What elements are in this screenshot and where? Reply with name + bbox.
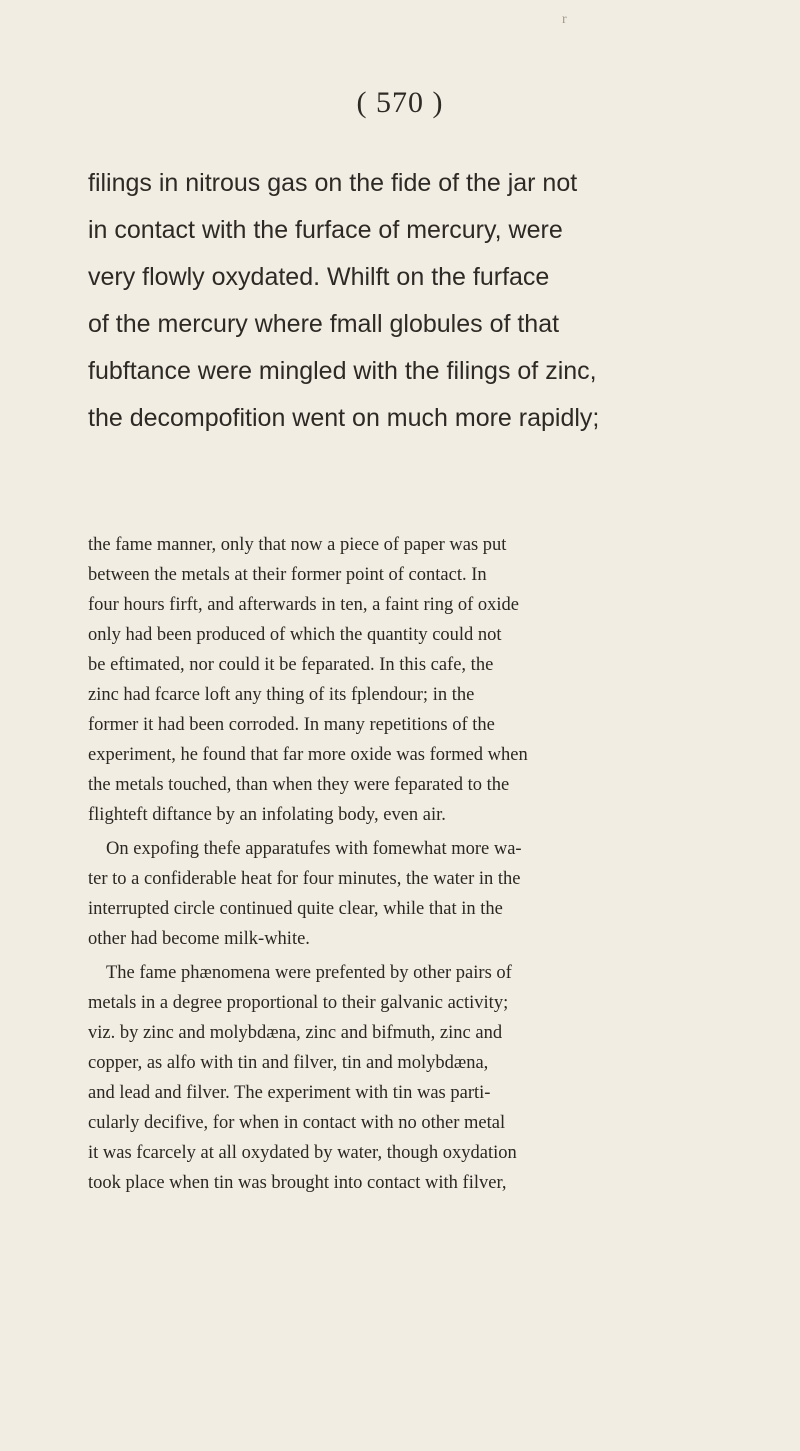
corner-mark: r bbox=[562, 12, 567, 27]
large-text-line: the decompofition went on much more rapidly; bbox=[88, 404, 600, 432]
text-line: copper, as alfo with tin and filver, tin and molybdæna, bbox=[88, 1053, 489, 1073]
paragraph-1 bbox=[88, 530, 738, 830]
page-number: ( 570 ) bbox=[356, 86, 444, 119]
large-text-line: filings in nitrous gas on the fide of the jar not bbox=[88, 169, 578, 197]
text-line: the fame manner, only that now a piece of paper was put bbox=[88, 535, 507, 555]
text-line: four hours firft, and afterwards in ten, a faint ring of oxide bbox=[88, 595, 520, 615]
text-line: other had become milk-white. bbox=[88, 929, 310, 949]
text-line: ter to a confiderable heat for four minutes, the water in the bbox=[88, 869, 521, 889]
text-line: interrupted circle continued quite clear, while that in the bbox=[88, 899, 503, 919]
text-line: and lead and filver. The experiment with tin was parti- bbox=[88, 1083, 491, 1103]
paragraph-3 bbox=[88, 958, 738, 1198]
large-text-line: of the mercury where fmall globules of that bbox=[88, 310, 560, 338]
text-line: took place when tin was brought into contact with filver, bbox=[88, 1173, 507, 1193]
text-line: former it had been corroded. In many repetitions of the bbox=[88, 715, 495, 735]
text-line: metals in a degree proportional to their galvanic activity; bbox=[88, 993, 509, 1013]
text-line: viz. by zinc and molybdæna, zinc and bifmuth, zinc and bbox=[88, 1023, 503, 1043]
large-text-block bbox=[88, 160, 728, 442]
large-text-line: in contact with the furface of mercury, were bbox=[88, 216, 563, 244]
large-text-line: fubftance were mingled with the filings of zinc, bbox=[88, 357, 597, 385]
small-text-block bbox=[88, 530, 738, 1198]
text-line: experiment, he found that far more oxide was formed when bbox=[88, 745, 528, 765]
text-line: The fame phænomena were prefented by other pairs of bbox=[106, 963, 512, 983]
paragraph-2 bbox=[88, 834, 738, 954]
text-line: be eftimated, nor could it be feparated. In this cafe, the bbox=[88, 655, 494, 675]
text-line: it was fcarcely at all oxydated by water, though oxydation bbox=[88, 1143, 517, 1163]
text-line: the metals touched, than when they were feparated to the bbox=[88, 775, 510, 795]
text-line: only had been produced of which the quantity could not bbox=[88, 625, 502, 645]
text-line: On expofing thefe apparatufes with fomewhat more wa- bbox=[106, 839, 522, 859]
text-line: cularly decifive, for when in contact with no other metal bbox=[88, 1113, 506, 1133]
text-line: between the metals at their former point of contact. In bbox=[88, 565, 487, 585]
text-line: flighteft diftance by an infolating body, even air. bbox=[88, 805, 446, 825]
large-text-line: very flowly oxydated. Whilft on the furface bbox=[88, 263, 550, 291]
text-line: zinc had fcarce loft any thing of its fplendour; in the bbox=[88, 685, 475, 705]
